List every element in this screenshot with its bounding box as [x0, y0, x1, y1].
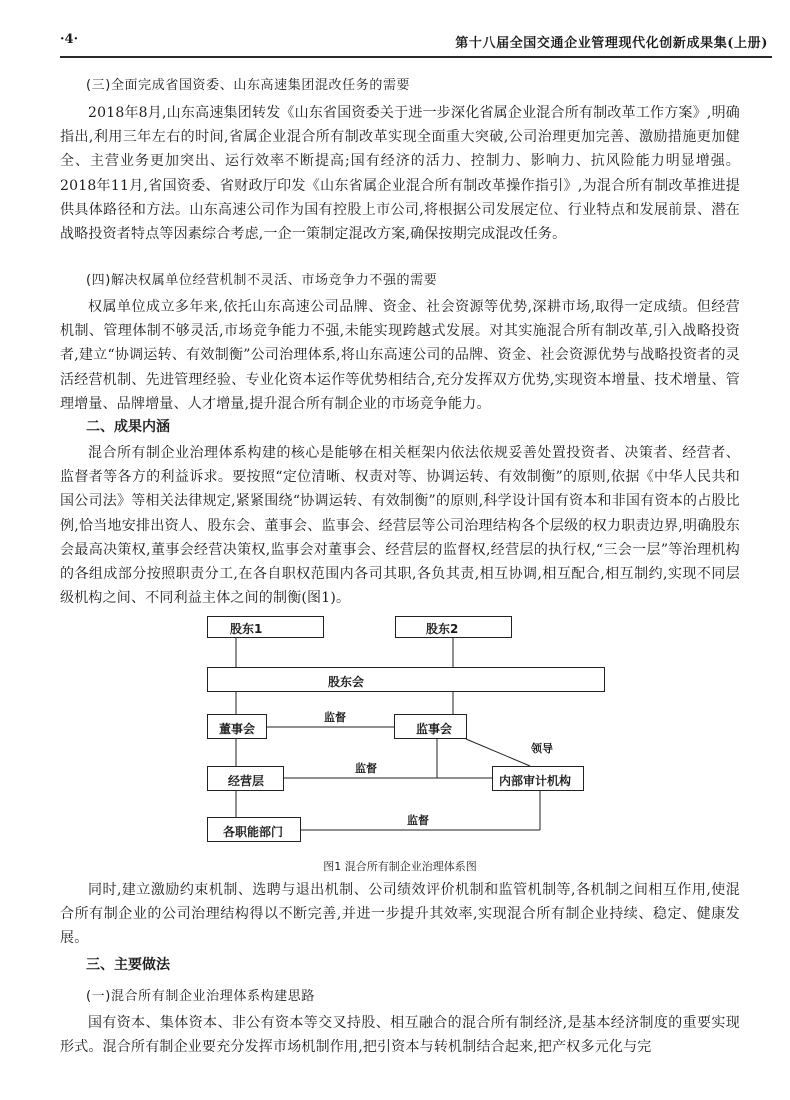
running-header — [60, 28, 772, 58]
after-figure-paragraph: 同时,建立激励约束机制、选聘与退出机制、公司绩效评价机制和监管机制等,各机制之间相互作用,使混合所有制企业的公司治理结构得以不断完善,并进一步提升其效率,实现混合所有制企业持续、稳定、健康发展。 — [60, 882, 740, 947]
part-2-paragraph: 混合所有制企业治理体系构建的核心是能够在相关框架内依法依规妥善处置投资者、决策者、经营者、监督者等各方的利益诉求。要按照“定位清晰、权责对等、协调运转、有效制衡”的原则,依据《中华人民共和国公司法》等相关法律规定,紧紧围绕“协调运转、有效制衡”的原则,科学设计国有资本和非国有资本的占股比例,恰当地安排出资人、股东会、董事会、监事会、经营层等公司治理结构各个层级的权力职责边界,明确股东会最高决策权,董事会经营决策权,监事会对董事会、经营层的监督权,经营层的执行权,“三会一层”等治理机构的各组成部分按照职责分工,在各自职权范围内各司其职,各负其责,相互协调,相互配合,相互制约,实现不同层级机构之间、不同利益主体之间的制衡(图1)。 — [60, 445, 740, 607]
section-3-paragraph: 2018年8月,山东高速集团转发《山东省国资委关于进一步深化省属企业混合所有制改革工作方案》,明确指出,利用三年左右的时间,省属企业混合所有制改革实现全面重大突破,公司治理更加完善、激励措施更加健全、主营业务更加突出、运行效率不断提高;国有经济的活力、控制力、影响力、抗风险能力明显增强。2018年11月,省国资委、省财政厅印发《山东省属企业混合所有制改革操作指引》,为混合所有制改革推进提供具体路径和方法。山东高速公司作为国有控股上市公司,将根据公司发展定位、行业特点和发展前景、潜在战略投资者特点等因素综合考虑,一企一策制定混改方案,确保按期完成混改任务。 — [60, 105, 740, 243]
label-supervise-management: 监督 — [355, 762, 377, 775]
node-board-of-directors: 董事会 — [207, 714, 267, 739]
part-3-paragraph: 国有资本、集体资本、非公有资本等交叉持股、相互融合的混合所有制经济,是基本经济制度的重要实现形式。混合所有制企业要充分发挥市场机制作用,把引资本与转机制结合起来,把产权多元化与完 — [60, 1015, 740, 1056]
label-lead-audit: 领导 — [531, 742, 553, 755]
label-supervise-departments: 监督 — [407, 814, 429, 827]
section-4-paragraph: 权属单位成立多年来,依托山东高速公司品牌、资金、社会资源等优势,深耕市场,取得一定成绩。但经营机制、管理体制不够灵活,市场竞争能力不强,未能实现跨越式发展。对其实施混合所有制改革,引入战略投资者,建立“协调运转、有效制衡”公司治理体系,将山东高速公司的品牌、资金、社会资源优势与战略投资者的灵活经营机制、先进管理经验、专业化资本运作等优势相结合,充分发挥双方优势,实现资本增量、技术增量、管理增量、品牌增量、人才增量,提升混合所有制企业的市场竞争能力。 — [60, 299, 740, 412]
part-3-heading: 三、主要做法 — [86, 957, 170, 973]
part-3-sub-heading: (一)混合所有制企业治理体系构建思路 — [86, 989, 315, 1004]
section-3-heading: (三)全面完成省国资委、山东高速集团混改任务的需要 — [86, 78, 411, 93]
edge-supervisory-to-audit — [466, 739, 530, 766]
node-internal-audit: 内部审计机构 — [492, 766, 584, 791]
book-title: 第十八届全国交通企业管理现代化创新成果集(上册) — [455, 36, 768, 51]
figure-caption: 图1 混合所有制企业治理体系图 — [323, 860, 477, 873]
node-shareholder-1: 股东1 — [207, 616, 324, 638]
node-functional-departments: 各职能部门 — [207, 817, 301, 842]
governance-diagram — [200, 610, 610, 850]
page-number: ·4· — [60, 32, 79, 47]
section-4-heading: (四)解决权属单位经营机制不灵活、市场竞争力不强的需要 — [86, 273, 438, 288]
node-management: 经营层 — [207, 766, 284, 791]
label-supervise-board: 监督 — [324, 711, 346, 724]
node-supervisory-board: 监事会 — [394, 714, 467, 739]
node-shareholder-2: 股东2 — [395, 616, 512, 638]
node-shareholders-meeting: 股东会 — [207, 667, 605, 692]
part-2-heading: 二、成果内涵 — [86, 419, 170, 435]
